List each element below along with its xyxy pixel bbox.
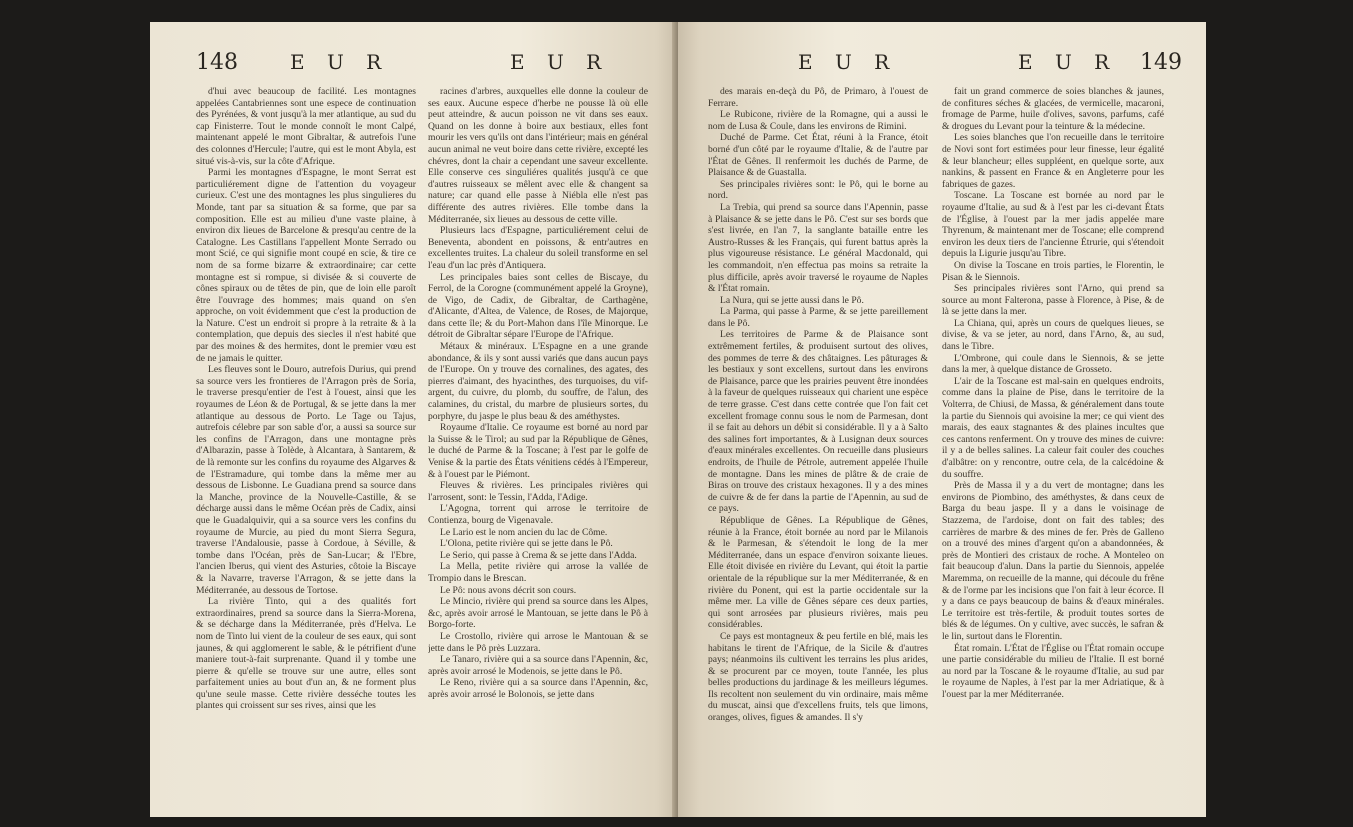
paragraph: Le Pô: nous avons décrit son cours. — [440, 584, 577, 596]
paragraph: L'Olona, petite rivière qui se jette dans le Pô. — [440, 538, 613, 550]
paragraph: Près de Massa il y a du vert de montagne; dans les environs de Piombino, des améthystes, & dans ceux de Barga du beau jaspe. Il y a dans le voisinage de Stazzema, de l'ardoise, dont on fait des tables; des carrières de marbre & des mines de fer. Près de Galleno on a trouvé des mines d'argent qu'on a abandonnées, & près de Montieri des cristaux de roche. A Monteleo on fait beaucoup d'alun. Dans la partie du Siennois, appelée Maremma, on recueille de la manne, qui découle du frêne & de l'orme par les incisions que l'on fait à leur écorce. Il y a dans ce pays beaucoup de bains & d'eaux minérales. Le territoire est très-fertile, & produit toutes sortes de blés & de légumes. On y cultive, avec succès, le safran & le lin, surtout dans le Florentin. — [942, 480, 1164, 642]
paragraph: La Trebia, qui prend sa source dans l'Apennin, passe à Plaisance & se jette dans le Pô. C'est sur ses bords que s'est livrée, en l'an 7, la sanglante bataille entre les Austro-Russes & les Français, qui furent battus après la plus vigoureuse résistance. Le général Macdonald, qui les commandoit, n'en effectua pas moins sa retraite la plus difficile, après avoir traversé le royaume de Naples & l'État romain. — [708, 201, 928, 295]
paragraph: Le Reno, rivière qui a sa source dans l'Apennin, &c, après avoir arrosé le Bolonois, se jette dans — [428, 677, 648, 700]
paragraph: Le Mincio, rivière qui prend sa source dans les Alpes, &c, après avoir arrosé le Mantouan, se jette dans le Pô à Borgo-forte. — [428, 596, 648, 631]
paragraph: Les soies blanches que l'on recueille dans le territoire de Novi sont fort estimées pour leur finesse, leur égalité & leur blancheur; elles suppléent, en quelque sorte, aux nankins, & passent en France & en Angleterre pour les fabriques de gazes. — [942, 132, 1164, 190]
running-head-right-col2: E U R — [1018, 50, 1118, 74]
paragraph: Les fleuves sont le Douro, autrefois Durius, qui prend sa source vers les frontieres de l'Arragon près de Soria, le traverse presqu'entier de l'est à l'ouest, ainsi que les royaumes de Léon & de Portugal, & se jette dans la mer atlantique au dessous de Porto. Le Tage ou Tajus, autrefois célebre par son sable d'or, a aussi sa source sur les confins de l'Arragon, dans une montagne près d'Albarazin, passe à Tolède, à Alcantara, à Santarem, & de là remonte sur les confins du royaume des Algarves & de l'Estramadure, qui tombe dans la même mer au dessous de Lisbonne. Le Guadiana prend sa source dans la Manche, province de la Nouvelle-Castille, & se décharge aussi dans le même Océan près de Cadix, ainsi que le Guadalquivir, qui a sa source vers les confins du royaume de Murcie, au pied du mont Sierra Segura, traverse l'Andalousie, passe à Cordoue, à Séville, & tombe dans l'Océan, près de San-Lucar; & l'Ebre, l'ancien Iberus, qui vient des Asturies, côtoie la Biscaye & la Navarre, traverse l'Arragon, & se jette dans la Méditerranée, au dessous de Tortose. — [196, 364, 416, 596]
paragraph: Ses principales rivières sont l'Arno, qui prend sa source au mont Falterona, passe à Florence, à Pise, & de là se jette dans la mer. — [942, 283, 1164, 318]
paragraph: racines d'arbres, auxquelles elle donne la couleur de ses eaux. Aucune espece d'herbe ne pousse là où elle peut atteindre, & aucun poisson ne vit dans ses eaux. Quand on les donne à boire aux bestiaux, elles font mourir les vers qu'ils ont dans l'intérieur; mais en général aucun animal ne veut boire dans cette rivière, excepté les chévres, dont la chair a cependant une saveur excellente. Elle conserve ces singuliéres qualités jusqu'à ce que d'autres ruisseaux se mêlent avec elle & changent sa nature; car quand elle passe à Niébla elle n'est pas différente des autres rivières. Elle tombe dans la Méditerranée, six lieues au dessous de cette ville. — [428, 86, 648, 225]
paragraph: État romain. L'État de l'Église ou l'État romain occupe une partie considérable du milieu de l'Italie. Il est borné au nord par la Toscane & le royaume d'Italie, au sud par le royaume de Naples, à l'est par la mer Adriatique, & à l'ouest par la mer Méditerranée. — [942, 642, 1164, 700]
page-number-right: 149 — [1140, 50, 1182, 75]
paragraph: Le Lario est le nom ancien du lac de Côme. — [440, 526, 608, 538]
paragraph: Le Serio, qui passe à Crema & se jette dans l'Adda. — [440, 549, 637, 561]
right-page-column-2 — [942, 86, 1164, 806]
paragraph: Parmi les montagnes d'Espagne, le mont Serrat est particuliérement digne de l'attention du voyageur curieux. C'est une des montagnes les plus singulieres du Monde, tant par sa situation & sa forme, que par sa composition. Elle est au milieu d'une vaste plaine, à environ dix lieues de Barcelone & presqu'au centre de la Catalogne. Les Castillans l'appellent Monte Serrado ou mont Scié, ce qui signifie mont coupé en scie, & tire ce nom de sa forme bizarre & extraordinaire; car cette montagne est si rompue, si divisée & si couverte de cônes spiraux ou de têtes de pin, que de loin elle paroît être l'ouvrage des hommes; mais quand on s'en approche, on voit évidemment que c'est la production de la Nature. C'est un endroit si propre à la retraite & à la contemplation, que depuis des siecles il n'est habité que par des moines & des hermites, dont le premier vœu est de ne jamais le quitter. — [196, 167, 416, 364]
running-head-right-col1: E U R — [798, 50, 898, 74]
left-page-column-2 — [428, 86, 648, 806]
paragraph: Plusieurs lacs d'Espagne, particuliérement celui de Beneventa, abondent en poissons, & entr'autres en excellentes truites. La chaleur du soleil transforme en sel l'eau d'un lac près d'Antiquera. — [428, 225, 648, 271]
paragraph: L'Ombrone, qui coule dans le Siennois, & se jette dans la mer, à quelque distance de Grosseto. — [942, 352, 1164, 376]
paragraph: On divise la Toscane en trois parties, le Florentin, le Pisan & le Siennois. — [942, 259, 1164, 283]
right-page — [678, 22, 1206, 817]
paragraph: Ce pays est montagneux & peu fertile en blé, mais les habitans le tirent de l'Afrique, de la Sicile & d'autres pays; néanmoins ils cultivent les terrains les plus arides, & se procurent par ce moyen, toute l'année, les plus belles productions du jardinage & les meilleurs légumes. Ils recoltent non seulement du vin ordinaire, mais même du muscat, ainsi que d'excellens fruits, tels que limons, oranges, olives, figues & amandes. Il s'y — [708, 630, 928, 724]
paragraph: Toscane. La Toscane est bornée au nord par le royaume d'Italie, au sud & à l'est par les ci-devant États de l'Église, à l'ouest par la mer jadis appelée mare Thyrenum, & maintenant mer de Toscane; elle comprend environ les deux tiers de l'ancienne Étrurie, qui s'étendoit depuis la Ligurie jusqu'au Tibre. — [942, 190, 1164, 260]
running-head-left-col2: E U R — [510, 50, 610, 74]
paragraph: Fleuves & rivières. Les principales rivières qui l'arrosent, sont: le Tessin, l'Adda, l'Adige. — [428, 480, 648, 503]
paragraph: Royaume d'Italie. Ce royaume est borné au nord par la Suisse & le Tirol; au sud par la République de Gênes, le duché de Parme & la Toscane; à l'est par le golfe de Venise & la partie des États vénitiens cédés à l'Empereur, & à l'ouest par le Piémont. — [428, 422, 648, 480]
paragraph: L'Agogna, torrent qui arrose le territoire de Contienza, bourg de Vigenavale. — [428, 503, 648, 526]
paragraph: La Mella, petite rivière qui arrose la vallée de Trompio dans le Brescan. — [428, 561, 648, 584]
paragraph: Le Crostollo, rivière qui arrose le Mantouan & se jette dans le Pô près Luzzara. — [428, 630, 648, 654]
left-page-column-1 — [196, 86, 416, 806]
page-number-left: 148 — [196, 50, 238, 75]
paragraph: République de Gênes. La République de Gênes, réunie à la France, étoit bornée au nord par le Milanois & le Parmesan, & s'étendoit le long de la mer Méditerranée, dans un espace d'environ soixante lieues. Elle étoit divisée en rivière du Levant, qui étoit la partie orientale de la république sur la mer Méditerranée, & en rivière du Ponent, qui est la partie occidentale sur la même mer. La ville de Gênes sépare ces deux parties, qui sont arrosées par plusieurs rivières, mais peu considérables. — [708, 514, 928, 631]
paragraph: L'air de la Toscane est mal-sain en quelques endroits, comme dans la plaine de Pise, dans le territoire de la Volterra, de Chiusi, de Massa, & généralement dans toute la partie du Siennois qui avoisine la mer; ce qui vient des marais, des eaux stagnantes & des plaines incultes que ces cantons renferment. On y trouve des mines de cuivre: il y a de belles salines. La caleur fait couler des couches d'albâtre: on y rencontre, outre cela, de la calcédoine & du souffre. — [942, 375, 1164, 480]
paragraph: La Parma, qui passe à Parme, & se jette pareillement dans le Pô. — [708, 306, 928, 329]
paragraph: fait un grand commerce de soies blanches & jaunes, de confitures séches & glacées, de vermicelle, macaroni, fromage de Parme, huile d'olives, savons, parfums, café & drogues du Levant pour la teinture & la médecine. — [942, 86, 1164, 132]
paragraph: Les territoires de Parme & de Plaisance sont extrêmement fertiles, & produisent surtout des olives, des pommes de terre & des châtaignes. Les pâturages & les bestiaux y sont excellens, surtout dans les environs de Plaisance, parce que les prairies peuvent être inondées à la faveur de quelques ruisseaux qui charient une espèce de terre grasse. C'est dans cette contrée que l'on fait cet excellent fromage connu sous le nom de Parmesan, dont il se fait au dehors un débit si considérable. Il y a à Salto des salines fort importantes, & à Lusignan deux sources d'eaux minérales excellentes. On recueille dans plusieurs endroits, de l'huile de Pétrole, autrement appelée l'huile de montagne. Dans les mines de plâtre & de craie de Biras on trouve des cristaux hexagones. Il y a des mines de cuivre & de fer dans la partie de l'Apennin, au sud de ce pays. — [708, 329, 928, 515]
paragraph: Métaux & minéraux. L'Espagne en a une grande abondance, & ils y sont aussi variés que dans aucun pays de l'Europe. On y trouve des cornalines, des agates, des pierres d'aimant, des hyacinthes, des turquoises, du vif-argent, du cuivre, du plomb, du souffre, de l'alun, des calamines, du cristal, du marbre de plusieurs sortes, du porphyre, du jaspe le plus beau & des améthystes. — [428, 341, 648, 422]
running-head-left-col1: E U R — [290, 50, 390, 74]
left-page — [150, 22, 678, 817]
paragraph: La Nura, qui se jette aussi dans le Pô. — [720, 294, 864, 306]
paragraph: Les principales baies sont celles de Biscaye, du Ferrol, de la Corogne (communément appelé la Groyne), de Vigo, de Cadix, de Gibraltar, de Carthagène, d'Alicante, d'Altea, de Valence, de Roses, de Majorque, dans cette île; & du Port-Mahon dans l'île Minorque. Le détroit de Gibraltar sépare l'Europe de l'Afrique. — [428, 271, 648, 341]
paragraph: La Chiana, qui, après un cours de quelques lieues, se divise, & va se jeter, au nord, dans l'Arno, &, au sud, dans le Tibre. — [942, 317, 1164, 353]
paragraph: Ses principales rivières sont: le Pô, qui le borne au nord. — [708, 178, 928, 202]
paragraph: La rivière Tinto, qui a des qualités fort extraordinaires, prend sa source dans la Sierra-Morena, & se décharge dans la Méditerranée, près d'Helva. Le nom de Tinto lui vient de la couleur de ses eaux, qui sont jaunes, & qui agglomerent le sable, & le pétrifient d'une maniere tout-à-fait surprenante. Quand il y tombe une pierre & qu'elle se trouve sur une autre, elles sont parfaitement unies au bout d'un an, & ne forment plus qu'une seule masse. Cette rivière desséche toutes les plantes qui croissent sur ses rives, ainsi que les — [196, 596, 416, 712]
paragraph: Le Rubicone, rivière de la Romagne, qui a aussi le nom de Lusa & Coule, dans les environs de Rimini. — [708, 109, 928, 132]
right-page-column-1 — [708, 86, 928, 806]
paragraph: Duché de Parme. Cet État, réuni à la France, étoit borné d'un côté par le royaume d'Italie, & de l'autre par l'État de Gênes. Il renfermoit les duchés de Parme, de Plaisance & de Guastalla. — [708, 132, 928, 179]
paragraph: des marais en-deçà du Pô, de Primaro, à l'ouest de Ferrare. — [708, 86, 928, 109]
paragraph: d'hui avec beaucoup de facilité. Les montagnes appelées Cantabriennes sont une espece de continuation des Pyrénées, & vont jusqu'à la mer atlantique, au sud du cap Finisterre. Tout le monde connoît le mont Calpé, maintenant appelé le mont Gibraltar, & autrefois l'une des colonnes d'Hercule; l'autre, qui est le mont Abyla, est situé vis-à-vis, sur la côte d'Afrique. — [196, 86, 416, 167]
paragraph: Le Tanaro, rivière qui a sa source dans l'Apennin, &c, après avoir arrosé le Modenois, se jette dans le Pô. — [428, 654, 648, 677]
